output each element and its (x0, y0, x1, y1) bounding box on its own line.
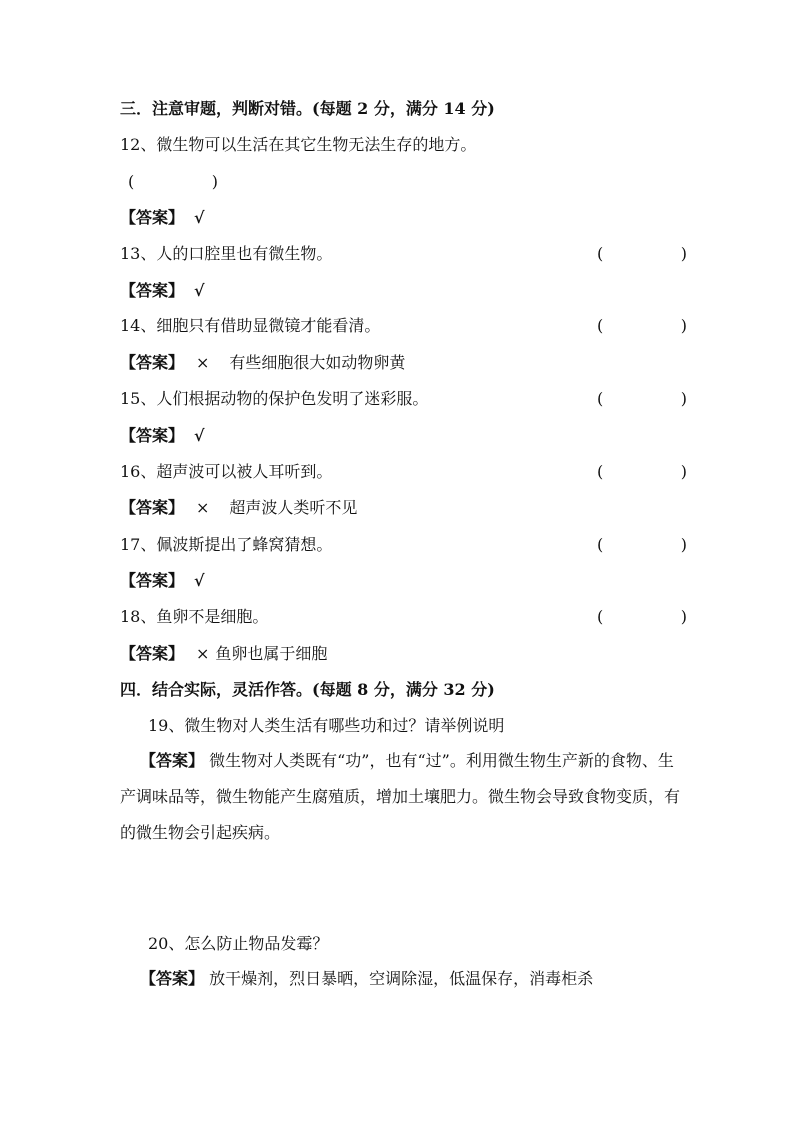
answer-label: 【答案】 (120, 498, 185, 517)
paren-open: ( (597, 389, 604, 408)
paren-close: ) (680, 316, 687, 335)
paren-close: ) (680, 389, 687, 408)
question-14: 14、细胞只有借助显微镜才能看清。 (120, 316, 381, 335)
answer-note: 有些细胞很大如动物卵黄 (229, 353, 406, 372)
answer-14 (120, 352, 405, 374)
answer-label: 【答案】 (120, 644, 185, 663)
answer-label: 【答案】 (140, 751, 205, 770)
answer-13 (120, 280, 205, 302)
paren-close: ) (680, 462, 687, 481)
answer-17 (120, 570, 205, 592)
answer-mark: × (196, 498, 210, 517)
answer-mark: √ (194, 208, 205, 227)
answer-blank-14 (597, 315, 687, 337)
answer-label: 【答案】 (120, 353, 185, 372)
answer-note: 超声波人类听不见 (229, 498, 358, 517)
answer-blank-13 (597, 243, 687, 265)
answer-20 (120, 961, 680, 997)
answer-16 (120, 497, 357, 519)
question-15: 15、人们根据动物的保护色发明了迷彩服。 (120, 389, 429, 408)
answer-mark: √ (194, 571, 205, 590)
answer-note: 鱼卵也属于细胞 (215, 644, 328, 663)
answer-blank-17 (597, 534, 687, 556)
paren-open: ( (597, 607, 604, 626)
paren-close: ) (680, 535, 687, 554)
answer-15 (120, 425, 205, 447)
answer-12 (120, 207, 205, 229)
question-12: 12、微生物可以生活在其它生物无法生存的地方。 (120, 135, 477, 154)
question-17: 17、佩波斯提出了蜂窝猜想。 (120, 535, 333, 554)
question-16: 16、超声波可以被人耳听到。 (120, 462, 333, 481)
answer-label: 【答案】 (120, 208, 185, 227)
paren-open: ( (597, 244, 604, 263)
paren-open: ( (128, 172, 135, 191)
paren-open: ( (597, 462, 604, 481)
answer-blank-12 (128, 171, 218, 193)
answer-label: 【答案】 (120, 281, 185, 300)
paren-open: ( (597, 535, 604, 554)
question-20: 20、怎么防止物品发霉？ (148, 934, 329, 953)
answer-mark: √ (194, 426, 205, 445)
answer-20-text: 放干燥剂，烈日暴晒，空调除湿，低温保存，消毒柜杀 (209, 969, 594, 988)
answer-19 (120, 743, 680, 851)
section-4-heading: 四．结合实际，灵活作答。(每题 8 分，满分 32 分) (120, 680, 495, 699)
paren-close: ) (211, 172, 218, 191)
paren-close: ) (680, 607, 687, 626)
answer-label: 【答案】 (120, 426, 185, 445)
section-3-heading: 三．注意审题，判断对错。(每题 2 分，满分 14 分) (120, 99, 495, 118)
answer-blank-15 (597, 388, 687, 410)
paren-open: ( (597, 316, 604, 335)
paren-close: ) (680, 244, 687, 263)
answer-mark: × (196, 353, 210, 372)
question-19: 19、微生物对人类生活有哪些功和过？请举例说明 (148, 716, 505, 735)
answer-mark: √ (194, 281, 205, 300)
question-13: 13、人的口腔里也有微生物。 (120, 244, 333, 263)
answer-19-text: 微生物对人类既有“功”，也有“过”。利用微生物生产新的食物、生产调味品等，微生物能产生腐殖质，增加土壤肥力。微生物会导致食物变质，有的微生物会引起疾病。 (120, 751, 681, 842)
question-18: 18、鱼卵不是细胞。 (120, 607, 269, 626)
answer-label: 【答案】 (140, 969, 205, 988)
answer-mark: × (196, 644, 210, 663)
answer-18 (120, 643, 327, 665)
answer-label: 【答案】 (120, 571, 185, 590)
answer-blank-18 (597, 606, 687, 628)
answer-blank-16 (597, 461, 687, 483)
